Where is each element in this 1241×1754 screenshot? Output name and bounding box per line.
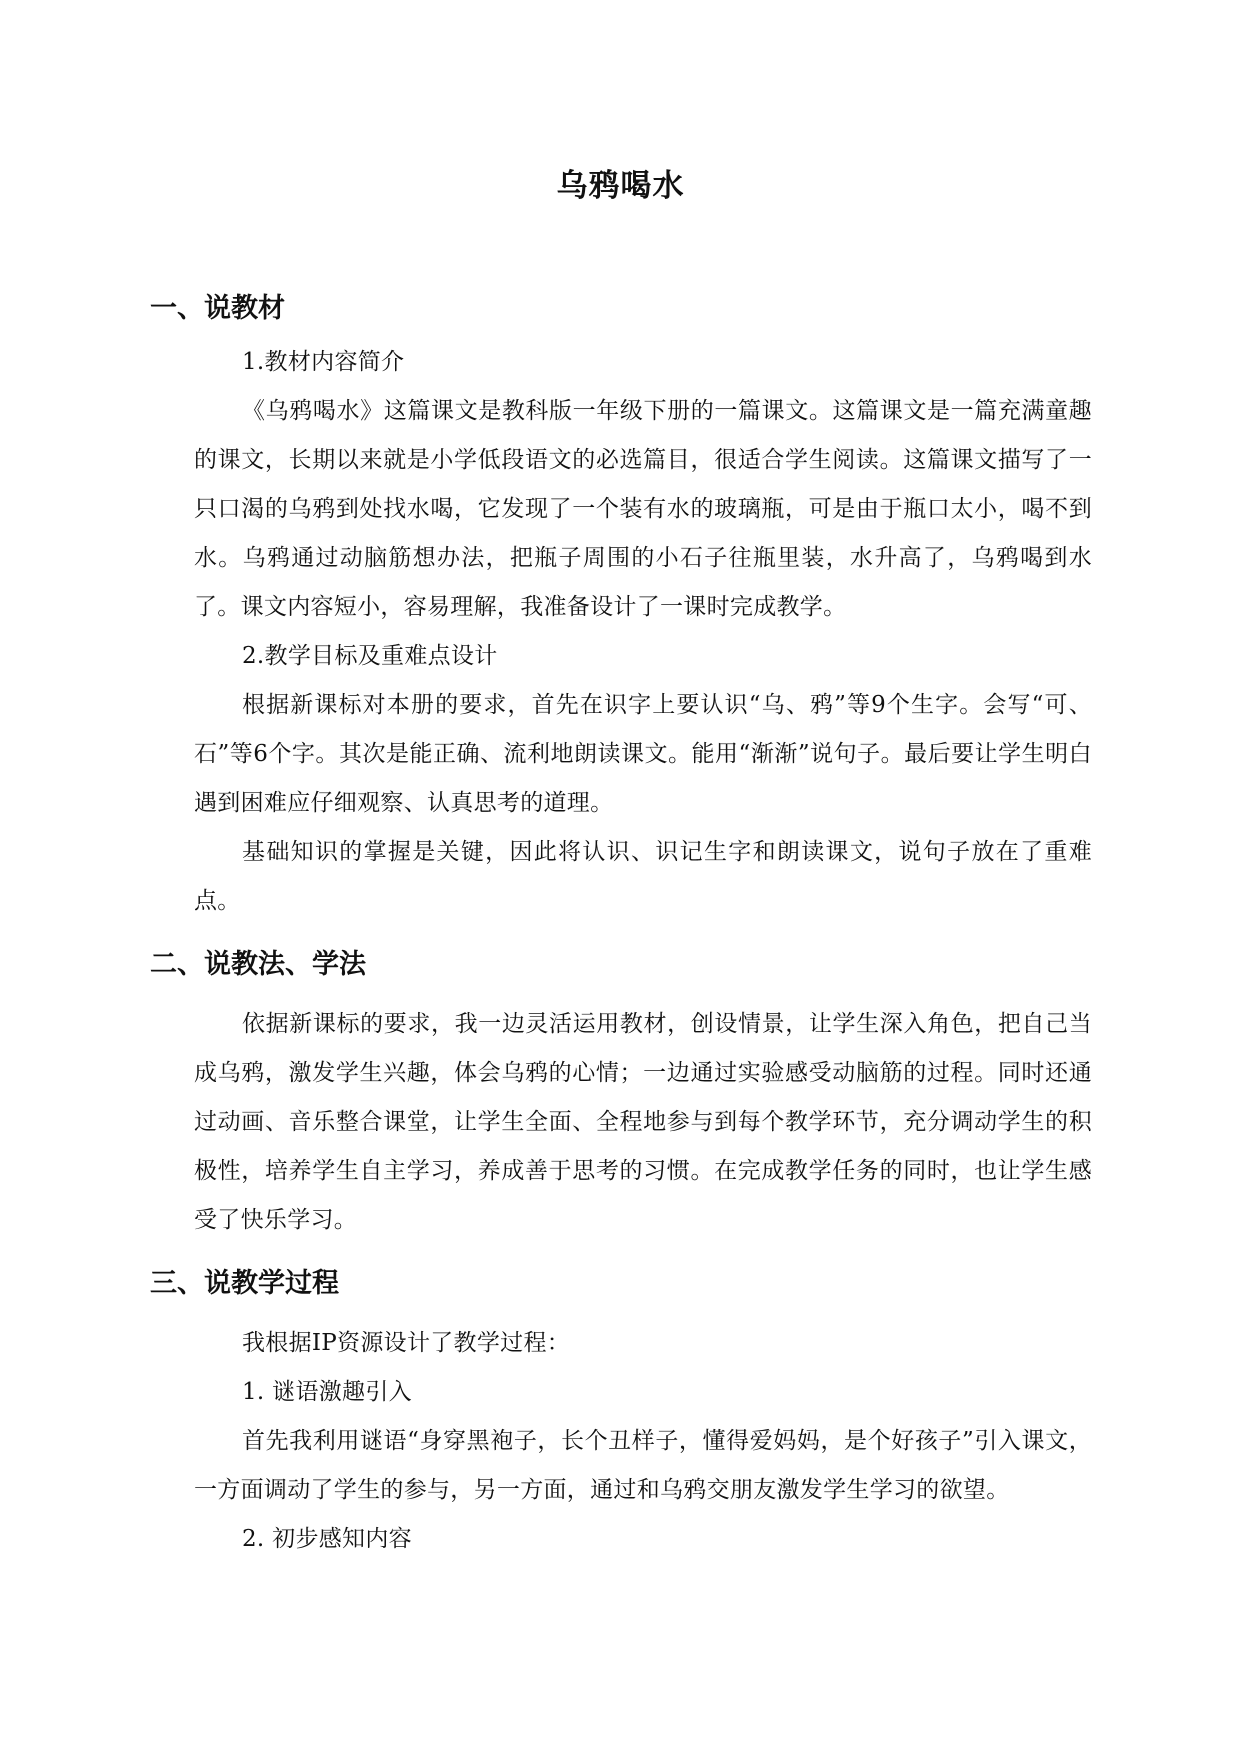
paragraph-process-intro: 我根据IP资源设计了教学过程： xyxy=(242,1330,571,1356)
paragraph-textbook-intro: 《乌鸦喝水》这篇课文是教科版一年级下册的一篇课文。这篇课文是一篇充满童趣的课文，长期以来就是小学低段语文的必选篇目，很适合学生阅读。这篇课文描写了一只口渴的乌鸦到处找水喝，它发现了一个装有水的玻璃瓶，可是由于瓶口太小，喝不到水。乌鸦通过动脑筋想办法，把瓶子周围的小石子往瓶里装，水升高了，乌鸦喝到水了。课文内容短小，容易理解，我准备设计了一课时完成教学。 xyxy=(194,398,1092,620)
subheading-teaching-goals: 2.教学目标及重难点设计 xyxy=(242,643,498,669)
subheading-textbook-intro: 1.教材内容简介 xyxy=(242,349,405,375)
section-heading-3: 三、说教学过程 xyxy=(150,1268,339,1299)
paragraph-teaching-methods: 依据新课标的要求，我一边灵活运用教材，创设情景，让学生深入角色，把自己当成乌鸦，激发学生兴趣，体会乌鸦的心情；一边通过实验感受动脑筋的过程。同时还通过动画、音乐整合课堂，让学生全面、全程地参与到每个教学环节，充分调动学生的积极性，培养学生自主学习，养成善于思考的习惯。在完成教学任务的同时，也让学生感受了快乐学习。 xyxy=(194,1011,1092,1233)
subheading-riddle-intro: 1. 谜语激趣引入 xyxy=(242,1379,412,1405)
paragraph-riddle-intro: 首先我利用谜语“身穿黑袍子，长个丑样子，懂得爱妈妈，是个好孩子”引入课文，一方面调动了学生的参与，另一方面，通过和乌鸦交朋友激发学生学习的欲望。 xyxy=(194,1428,1092,1503)
document-title: 乌鸦喝水 xyxy=(556,168,685,204)
document-body xyxy=(150,290,1092,1564)
paragraph-key-points: 基础知识的掌握是关键，因此将认识、识记生字和朗读课文，说句子放在了重难点。 xyxy=(194,839,1092,914)
section-heading-2: 二、说教法、学法 xyxy=(150,949,366,980)
paragraph-teaching-goals: 根据新课标对本册的要求，首先在识字上要认识“乌、鸦”等9个生字。会写“可、石”等6个字。其次是能正确、流利地朗读课文。能用“渐渐”说句子。最后要让学生明白遇到困难应仔细观察、认真思考的道理。 xyxy=(194,692,1092,816)
subheading-initial-perception: 2. 初步感知内容 xyxy=(242,1526,412,1552)
section-heading-1: 一、说教材 xyxy=(150,293,285,324)
